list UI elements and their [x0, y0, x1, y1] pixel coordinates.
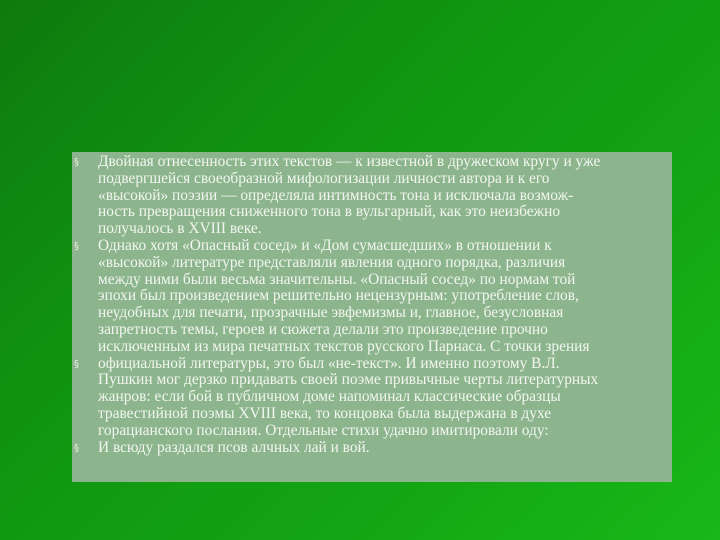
section-sign-bullet-icon: §	[74, 157, 79, 168]
bullet-text-3: официальной литературы, это был «не-текст». И именно поэтому В.Л. Пушкин мог дерзко придавать своей поэме привычные черты литературных жанров: если бой в публичном доме напоминал классические образцы травестийной поэмы XVIII века, то концовка была выдержана в духе горацианского послания. Отдельные стихи удачно имитировали оду:	[98, 354, 599, 439]
bullet-item-2	[72, 238, 672, 356]
bullet-item-3	[72, 356, 672, 440]
section-sign-bullet-icon: §	[74, 358, 79, 370]
bullet-item-1	[72, 154, 672, 238]
section-sign-bullet-icon: §	[74, 442, 79, 454]
bullet-list	[72, 154, 672, 456]
bullet-text-1: Двойная отнесенность этих текстов — к известной в дружеском кругу и уже подвергшейся своеобразной мифологизации личности автора и к его «высокой» поэзии — определяла интимность тона и исключала возмож- ность превращения сниженного тона в вульгарный, как это неизбежно получалось в XVIII веке.	[98, 153, 601, 238]
bullet-item-4	[72, 440, 672, 457]
section-sign-bullet-icon: §	[74, 240, 79, 252]
bullet-text-4: И всюду раздался псов алчных лай и вой.	[98, 438, 370, 456]
bullet-text-2: Однако хотя «Опасный сосед» и «Дом сумасшедших» в отношении к «высокой» литературе представляли явления одного порядка, различия между ними были весьма значительны. «Опасный сосед» по нормам той эпохи был произведением решительно нецензурным: употребление слов, неудобных для печати, прозрачные эвфемизмы и, главное, безусловная запретность темы, героев и сюжета делали это произведение прочно исключенным из мира печатных текстов русского Парнаса. С точки зрения	[98, 236, 590, 355]
